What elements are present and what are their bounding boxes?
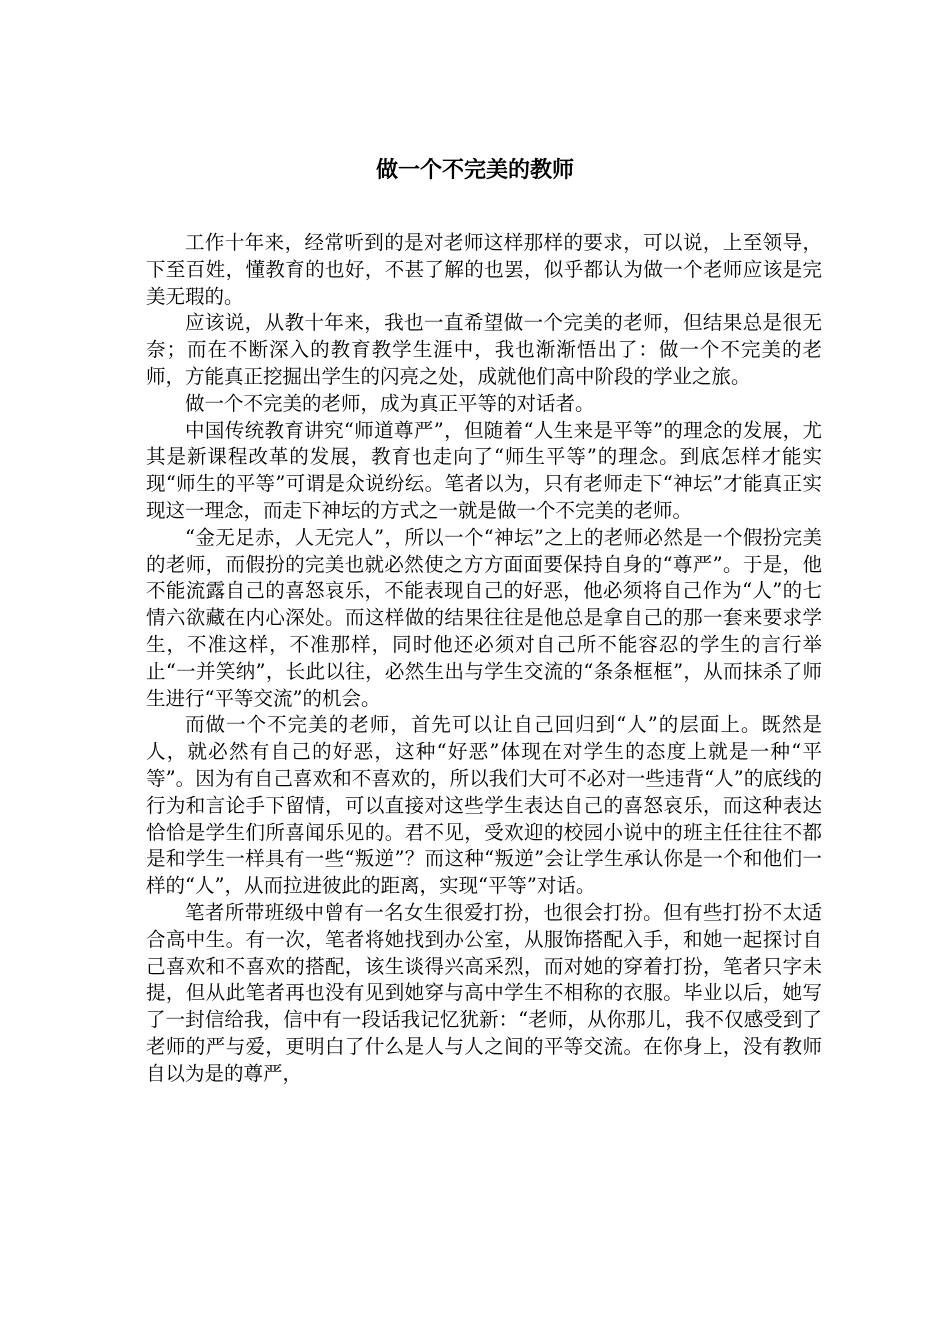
paragraph: 笔者所带班级中曾有一名女生很爱打扮，也很会打扮。但有些打扮不太适合高中生。有一次，笔者将她找到办公室，从服饰搭配入手，和她一起探讨自己喜欢和不喜欢的搭配，该生谈得兴高采烈，而对她的穿着打扮，笔者只字未提，但从此笔者再也没有见到她穿与高中学生不相称的衣服。毕业以后，她写了一封信给我，信中有一段话我记忆犹新：“老师，从你那儿，我不仅感受到了老师的严与爱，更明白了什么是人与人之间的平等交流。在你身上，没有教师自以为是的尊严， <box>146 900 822 1085</box>
paragraph: 而做一个不完美的老师，首先可以让自己回归到“人”的层面上。既然是人，就必然有自己的好恶，这种“好恶”体现在对学生的态度上就是一种“平等”。因为有自己喜欢和不喜欢的，所以我们大可不必对一些违背“人”的底线的行为和言论手下留情，可以直接对这些学生表达自己的喜怒哀乐，而这种表达恰恰是学生们所喜闻乐见的。君不见，受欢迎的校园小说中的班主任往往不都是和学生一样具有一些“叛逆”？而这种“叛逆”会让学生承认你是一个和他们一样的“人”，从而拉进彼此的距离，实现“平等”对话。 <box>146 713 822 898</box>
document-title: 做一个不完美的教师 <box>375 157 574 183</box>
document-body <box>146 230 822 1088</box>
paragraph: 应该说，从教十年来，我也一直希望做一个完美的老师，但结果总是很无奈；而在不断深入的教育教学生涯中，我也渐渐悟出了：做一个不完美的老师，方能真正挖掘出学生的闪亮之处，成就他们高中阶段的学业之旅。 <box>146 311 822 388</box>
paragraph: “金无足赤，人无完人”，所以一个“神坛”之上的老师必然是一个假扮完美的老师，而假扮的完美也就必然使之方方面面要保持自身的“尊严”。于是，他不能流露自己的喜怒哀乐，不能表现自己的好恶，他必须将自己作为“人”的七情六欲藏在内心深处。而这样做的结果往往是他总是拿自己的那一套来要求学生，不准这样，不准那样，同时他还必须对自己所不能容忍的学生的言行举止“一并笑纳”，长此以往，必然生出与学生交流的“条条框框”，从而抹杀了师生进行“平等交流”的机会。 <box>146 525 822 710</box>
paragraph: 中国传统教育讲究“师道尊严”，但随着“人生来是平等”的理念的发展，尤其是新课程改革的发展，教育也走向了“师生平等”的理念。到底怎样才能实现“师生的平等”可谓是众说纷纭。笔者以为，只有老师走下“神坛”才能真正实现这一理念，而走下神坛的方式之一就是做一个不完美的老师。 <box>146 418 822 522</box>
paragraph: 工作十年来，经常听到的是对老师这样那样的要求，可以说，上至领导，下至百姓，懂教育的也好，不甚了解的也罢，似乎都认为做一个老师应该是完美无瑕的。 <box>146 231 822 308</box>
paragraph: 做一个不完美的老师，成为真正平等的对话者。 <box>185 391 595 415</box>
